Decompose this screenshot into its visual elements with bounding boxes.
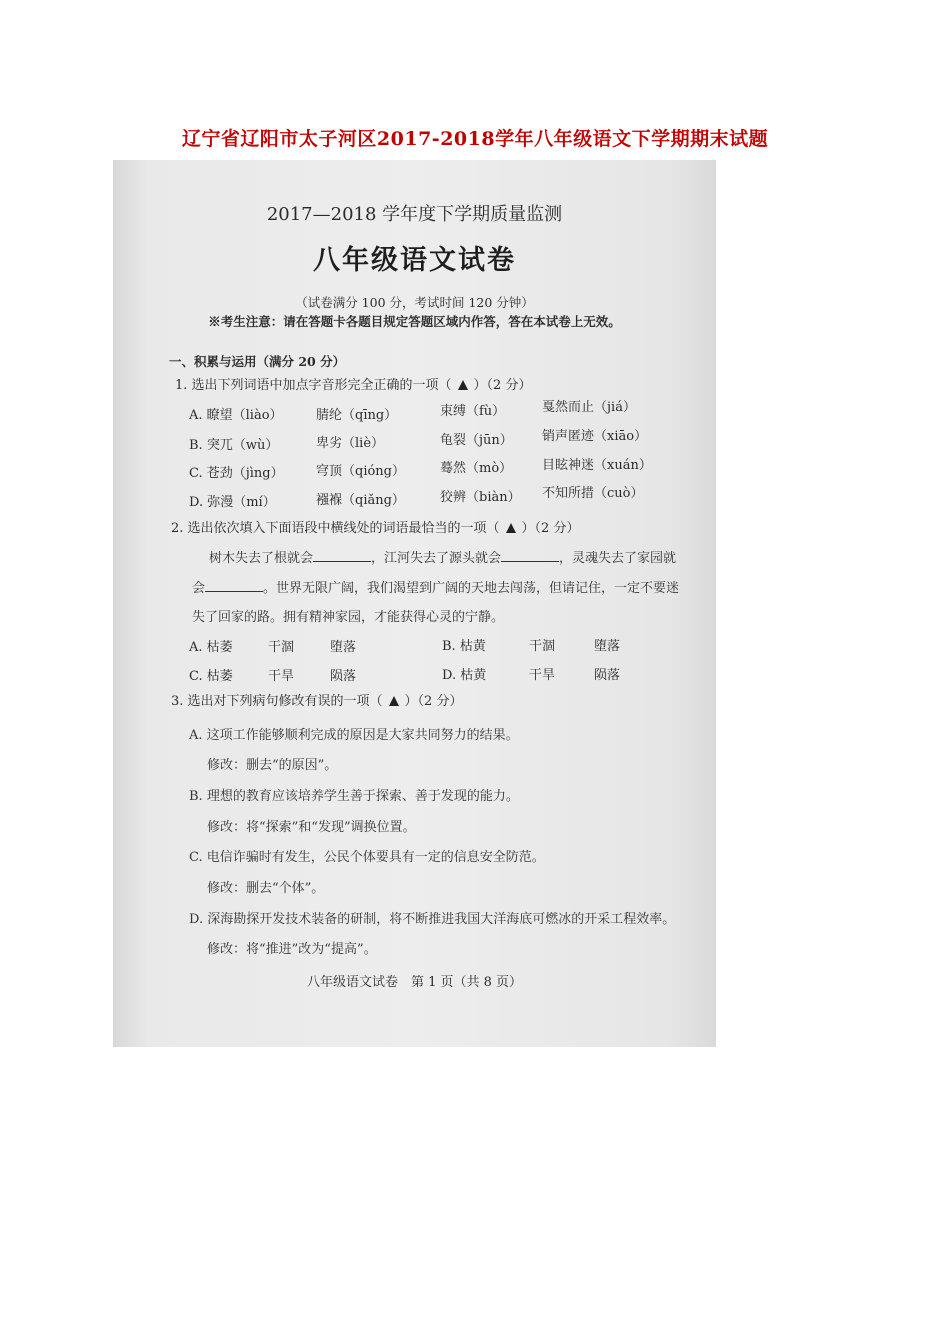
question-2-text: 2. 选出依次填入下面语段中横线处的词语最恰当的一项（ — [171, 521, 500, 536]
question-1-text: 1. 选出下列词语中加点字音形完全正确的一项（ — [175, 378, 452, 393]
page-footer: 八年级语文试卷 第 1 页（共 8 页） — [306, 975, 523, 990]
q3-fix-d: 修改：将“推进”改为“提高”。 — [207, 942, 377, 957]
q1-option-c-word3: 蓦然（mò） — [440, 461, 513, 476]
triangle-icon — [506, 523, 516, 533]
q2-option-d-word3: 陨落 — [594, 668, 621, 683]
q1-option-b-word1: B. 突兀（wù） — [189, 438, 279, 453]
fill-blank — [313, 549, 371, 562]
q1-option-b-word3: 龟裂（jūn） — [440, 433, 513, 448]
passage-text: 会 — [192, 581, 206, 596]
q2-option-a-word3: 堕落 — [330, 640, 357, 655]
q2-option-c-word3: 陨落 — [330, 669, 357, 684]
q1-option-a-word4: 戛然而止（jiá） — [542, 400, 636, 415]
question-3-score: ）（2 分） — [404, 694, 463, 709]
q3-fix-c: 修改：删去“个体”。 — [207, 881, 325, 896]
q1-option-b-word2: 卑劣（liè） — [316, 436, 385, 451]
passage-text: ，江河失去了源头就会 — [371, 551, 502, 566]
question-2-score: ）（2 分） — [521, 521, 580, 536]
q1-option-a-word3: 束缚（fù） — [440, 404, 506, 419]
q2-option-b-word3: 堕落 — [594, 639, 621, 654]
q1-option-a-word2: 腈纶（qīng） — [316, 408, 398, 423]
exam-header: 2017—2018 学年度下学期质量监测 — [266, 204, 563, 225]
q2-option-d: D. 枯黄 — [442, 668, 487, 683]
q1-option-c-word1: C. 苍劲（jìng） — [189, 466, 284, 481]
q3-sentence-b: B. 理想的教育应该培养学生善于探索、善于发现的能力。 — [189, 789, 519, 804]
triangle-icon — [389, 696, 399, 706]
exam-notice: ※考生注意：请在答题卡各题目规定答题区域内作答，答在本试卷上无效。 — [208, 314, 621, 329]
exam-title: 八年级语文试卷 — [313, 245, 516, 276]
q3-fix-b: 修改：将“探索”和“发现”调换位置。 — [207, 820, 416, 835]
q2-option-c-word2: 干旱 — [268, 669, 295, 684]
question-3-stem — [171, 690, 462, 709]
q1-option-d-word2: 襁褓（qiǎng） — [316, 493, 405, 508]
q1-option-d-word4: 不知所措（cuò） — [542, 486, 644, 501]
question-2-stem — [171, 517, 579, 536]
passage-line-3: 失了回家的路。拥有精神家园，才能获得心灵的宁静。 — [192, 610, 505, 625]
q2-option-b-word2: 干涸 — [529, 639, 556, 654]
section-heading: 一、积累与运用（满分 20 分） — [169, 354, 346, 369]
q3-sentence-a: A. 这项工作能够顺利完成的原因是大家共同努力的结果。 — [189, 728, 519, 743]
exam-page-photo — [113, 160, 716, 1047]
q1-option-a-word1: A. 瞭望（liào） — [189, 408, 283, 423]
fill-blank — [501, 549, 559, 562]
q2-option-a: A. 枯萎 — [189, 640, 233, 655]
q2-option-d-word2: 干旱 — [529, 668, 556, 683]
passage-text: ，灵魂失去了家园就 — [559, 551, 677, 566]
fill-blank — [205, 579, 263, 592]
passage-text: 树木失去了根就会 — [209, 551, 314, 566]
question-3-text: 3. 选出对下列病句修改有误的一项（ — [171, 694, 383, 709]
question-1-stem — [175, 374, 531, 393]
q1-option-b-word4: 销声匿迹（xiāo） — [542, 429, 648, 444]
passage-text: 。世界无限广阔，我们渴望到广阔的天地去闯荡，但请记住，一定不要迷 — [263, 581, 680, 596]
exam-info: （试卷满分 100 分，考试时间 120 分钟） — [295, 295, 534, 310]
passage-line-1 — [209, 547, 676, 566]
q2-option-a-word2: 干涸 — [268, 640, 295, 655]
q1-option-c-word4: 目眩神迷（xuán） — [542, 458, 652, 473]
q3-sentence-d: D. 深海勘探开发技术装备的研制，将不断推进我国大洋海底可燃冰的开采工程效率。 — [189, 912, 676, 927]
passage-line-2 — [192, 577, 679, 596]
q1-option-d-word3: 狡辨（biàn） — [440, 490, 521, 505]
q3-sentence-c: C. 电信诈骗时有发生，公民个体要具有一定的信息安全防范。 — [189, 850, 545, 865]
question-1-score: ）（2 分） — [473, 378, 532, 393]
q2-option-b: B. 枯黄 — [442, 639, 486, 654]
triangle-icon — [458, 380, 468, 390]
q1-option-d-word1: D. 弥漫（mí） — [189, 495, 276, 510]
document-title: 辽宁省辽阳市太子河区2017-2018学年八年级语文下学期期末试题 — [181, 128, 769, 150]
q3-fix-a: 修改：删去“的原因”。 — [207, 758, 338, 773]
q2-option-c: C. 枯萎 — [189, 669, 233, 684]
q1-option-c-word2: 穹顶（qióng） — [316, 464, 406, 479]
